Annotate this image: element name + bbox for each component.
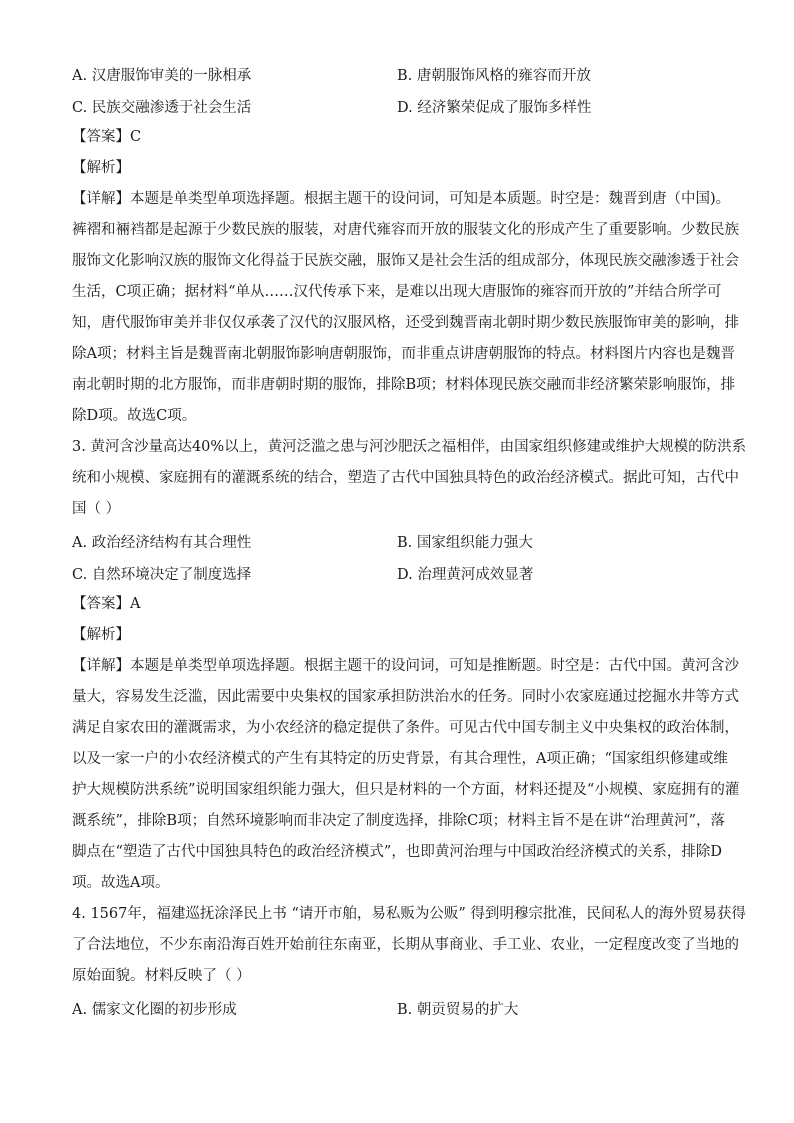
q3-answer (72, 589, 724, 620)
document-page (72, 58, 747, 1024)
q3-detail-line: 量大，容易发生泛滥，因此需要中央集权的国家承担防洪治水的任务。同时小农家庭通过挖掘水井等方式 (72, 689, 739, 705)
q2-detail-line: 除A项；材料主旨是魏晋南北朝服饰影响唐朝服饰，而非重点讲唐朝服饰的特点。材料图片内容也是魏晋 (72, 346, 735, 362)
q3-analysis-label: 【解析】 (72, 627, 130, 643)
q2-answer-value: C (130, 129, 142, 145)
q3-answer-label: 【答案】 (72, 596, 130, 612)
q3-options-row-2 (72, 557, 724, 589)
q2-detail-line: 【详解】本题是单类型单项选择题。根据主题干的设问词，可知是本质题。时空是：魏晋到唐（中国)。 (72, 191, 731, 207)
q3-detail-line: 【详解】本题是单类型单项选择题。根据主题干的设问词，可知是推断题。时空是：古代中国。黄河含沙 (72, 658, 739, 674)
q3-stem-line: 统和小规模、家庭拥有的灌溉系统的结合，塑造了古代中国独具特色的政治经济模式。据此可知，古代中 (72, 470, 739, 486)
q3-option-a: A. 政治经济结构有其合理性 (72, 534, 252, 551)
q3-detail-line: 溉系统”，排除B项；自然环境影响而非决定了制度选择，排除C项；材料主旨不是在讲“治理黄河”，落 (72, 813, 725, 829)
q2-option-a: A. 汉唐服饰审美的一脉相承 (72, 67, 252, 84)
q2-answer-label: 【答案】 (72, 129, 130, 145)
q3-option-d: D. 治理黄河成效显著 (397, 566, 534, 583)
q4-stem-line: 4. 1567年，福建巡抚涂泽民上书 “请开市舶，易私贩为公贩” 得到明穆宗批准，民间私人的海外贸易获得 (72, 906, 746, 922)
q4-stem (72, 899, 746, 992)
q2-answer (72, 122, 724, 153)
q3-stem-line: 3. 黄河含沙量高达40%以上，黄河泛滥之患与河沙肥沃之福相伴，由国家组织修建或维护大规模的防洪系 (72, 439, 747, 455)
q3-detail-line: 以及一家一户的小农经济模式的产生有其特定的历史背景，有其合理性，A项正确；“国家组织修建或维 (72, 751, 728, 767)
q2-options-row-2 (72, 90, 724, 122)
q2-detail-line: 裤褶和裲裆都是起源于少数民族的服装，对唐代雍容而开放的服装文化的形成产生了重要影响。少数民族 (72, 222, 739, 238)
q2-option-d: D. 经济繁荣促成了服饰多样性 (397, 99, 592, 116)
q2-detail-line: 除D项。故选C项。 (72, 408, 197, 424)
q3-detail-line: 满足自家农田的灌溉需求，为小农经济的稳定提供了条件。可见古代中国专制主义中央集权的政治体制， (72, 720, 739, 736)
q2-option-c: C. 民族交融渗透于社会生活 (72, 99, 252, 116)
q4-option-b: B. 朝贡贸易的扩大 (397, 1001, 519, 1018)
q3-detail-line: 脚点在“塑造了古代中国独具特色的政治经济模式”，也即黄河治理与中国政治经济模式的关系，排除D (72, 844, 722, 860)
q2-detail-line: 知，唐代服饰审美并非仅仅承袭了汉代的汉服风格，还受到魏晋南北朝时期少数民族服饰审美的影响，排 (72, 315, 739, 331)
q2-detail-line: 南北朝时期的北方服饰，而非唐朝时期的服饰，排除B项；材料体现民族交融而非经济繁荣影响服饰，排 (72, 377, 736, 393)
q4-options-row-1 (72, 992, 724, 1024)
q3-option-b: B. 国家组织能力强大 (397, 534, 533, 551)
q2-option-b: B. 唐朝服饰风格的雍容而开放 (397, 67, 591, 84)
q3-option-c: C. 自然环境决定了制度选择 (72, 566, 252, 583)
q3-options-row-1 (72, 525, 724, 557)
q2-detail (72, 184, 739, 432)
q3-stem-line: 国（ ） (72, 501, 121, 517)
q2-options-row-1 (72, 58, 724, 90)
q4-option-a: A. 儒家文化圈的初步形成 (72, 1001, 237, 1018)
q3-detail-line: 项。故选A项。 (72, 875, 170, 891)
q3-answer-value: A (130, 596, 141, 612)
q3-stem (72, 432, 747, 525)
q2-analysis-label: 【解析】 (72, 160, 130, 176)
q2-detail-line: 生活，C项正确；据材料“单从……汉代传承下来，是难以出现大唐服饰的雍容而开放的”并结合所学可 (72, 284, 722, 300)
q4-stem-line: 了合法地位，不少东南沿海百姓开始前往东南亚，长期从事商业、手工业、农业，一定程度改变了当地的 (72, 937, 739, 953)
q4-stem-line: 原始面貌。材料反映了（ ） (72, 968, 251, 984)
q3-detail (72, 651, 740, 899)
q3-detail-line: 护大规模防洪系统”说明国家组织能力强大，但只是材料的一个方面，材料还提及“小规模、家庭拥有的灌 (72, 782, 740, 798)
q2-detail-line: 服饰文化影响汉族的服饰文化得益于民族交融，服饰又是社会生活的组成部分，体现民族交融渗透于社会 (72, 253, 739, 269)
